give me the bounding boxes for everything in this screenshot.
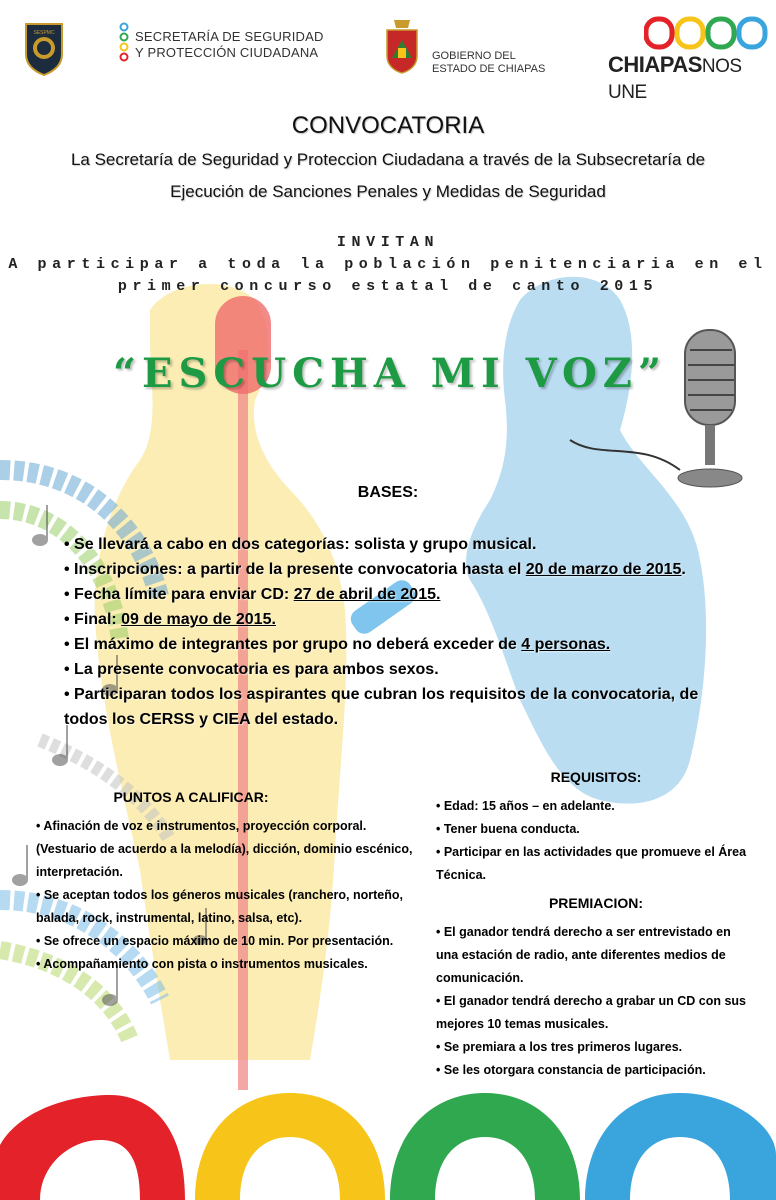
invitan-heading: INVITAN — [336, 234, 440, 251]
invitation-line2: primer concurso estatal de canto 2015 — [117, 278, 659, 295]
bases-item-participantes: • Participaran todos los aspirantes que cubran los requisitos de la convocatoria, de todos los CERSS y CIEA del estado. — [64, 686, 699, 728]
invitation-line1: A participar a toda la población penitenciaria en el — [8, 256, 768, 273]
puntos-item: • Se aceptan todos los géneros musicales (ranchero, norteño, balada, rock, instrumental, latino, salsa, etc). — [36, 888, 403, 925]
bases-item-ambos-sexos: • La presente convocatoria es para ambos sexos. — [64, 661, 439, 678]
premiacion-section — [436, 892, 756, 1082]
bottom-color-arcs — [0, 1085, 776, 1200]
chiapas-nos-une-text — [608, 52, 776, 104]
bases-item-final — [64, 607, 724, 632]
blue-arc — [585, 1093, 776, 1200]
secretaria-line2: Y PROTECCIÓN CIUDADANA — [135, 45, 319, 60]
header-logos — [0, 0, 776, 103]
gobierno-line2: ESTADO DE CHIAPAS — [432, 63, 546, 75]
premiacion-item: • Se les otorgara constancia de participación. — [436, 1063, 706, 1077]
secretaria-logo-text — [135, 29, 324, 61]
puntos-title: PUNTOS A CALIFICAR: — [113, 789, 269, 805]
requisitos-item: • Participar en las actividades que promueve el Área Técnica. — [436, 845, 747, 882]
bases-item-categories: • Se llevará a cabo en dos categorías: solista y grupo musical. — [64, 536, 537, 553]
bases-item-max-integrantes — [64, 632, 724, 657]
bases-item-inscripciones — [64, 557, 724, 582]
green-arc — [390, 1093, 580, 1200]
slogan-escucha-mi-voz: “ESCUCHA MI VOZ” — [113, 350, 667, 397]
premiacion-title: PREMIACION: — [548, 895, 644, 911]
chiapas-coat-of-arms-icon — [384, 18, 420, 74]
secretaria-line1: SECRETARÍA DE SEGURIDAD — [135, 29, 324, 44]
yellow-arc — [195, 1093, 385, 1200]
premiacion-item: • El ganador tendrá derecho a ser entrevistado en una estación de radio, ante diferentes medios de comunicación. — [436, 925, 731, 985]
gobierno-logo-text — [432, 50, 545, 76]
premiacion-item: • El ganador tendrá derecho a grabar un CD con sus mejores 10 temas musicales. — [436, 994, 746, 1031]
badge-text: SESPMC — [33, 30, 55, 36]
bases-title: BASES: — [357, 484, 419, 501]
sespmc-badge-icon — [22, 20, 66, 76]
max-integrantes-text: • El máximo de integrantes por grupo no deberá exceder de — [64, 636, 522, 653]
chiapas-bold: CHIAPAS — [608, 52, 702, 77]
requisitos-item: • Edad: 15 años – en adelante. — [436, 799, 615, 813]
requisitos-title: REQUISITOS: — [550, 769, 642, 785]
requisitos-item: • Tener buena conducta. — [436, 822, 580, 836]
convocatoria-line2: Ejecución de Sanciones Penales y Medidas de Seguridad — [170, 182, 606, 201]
premiacion-item: • Se premiara a los tres primeros lugares. — [436, 1040, 683, 1054]
inscripciones-text: • Inscripciones: a partir de la presente convocatoria hasta el — [64, 561, 526, 578]
red-arc — [0, 1095, 185, 1200]
puntos-a-calificar-section — [36, 786, 416, 976]
secretaria-dots-icon — [118, 22, 130, 64]
puntos-item: • Acompañamiento con pista o instrumentos musicales. — [36, 957, 368, 971]
convocatoria-line1: La Secretaría de Seguridad y Proteccion Ciudadana a través de la Subsecretaría de — [70, 150, 706, 169]
requisitos-section — [436, 766, 756, 887]
inscripciones-date: 20 de marzo de 2015 — [525, 561, 682, 578]
gobierno-line1: GOBIERNO DEL — [432, 50, 516, 62]
final-text: • Final: — [64, 611, 122, 628]
chiapas-nos-une-rings-icon — [644, 16, 768, 50]
fecha-limite-date: 27 de abril de 2015. — [293, 586, 441, 603]
puntos-item: • Afinación de voz e instrumentos, proyección corporal. (Vestuario de acuerdo a la melodía), dicción, dominio escénico, interpretación. — [36, 819, 413, 879]
final-date: 09 de mayo de 2015. — [121, 611, 276, 628]
fecha-limite-text: • Fecha límite para enviar CD: — [64, 586, 294, 603]
bases-list — [64, 532, 724, 732]
bases-item-fecha-limite — [64, 582, 724, 607]
chiapas-thin: NOS UNE — [608, 56, 742, 103]
max-integrantes-value: 4 personas. — [521, 636, 611, 653]
inscripciones-end: . — [681, 561, 686, 578]
convocatoria-title: CONVOCATORIA — [291, 112, 485, 139]
puntos-item: • Se ofrece un espacio máximo de 10 min. Por presentación. — [36, 934, 394, 948]
